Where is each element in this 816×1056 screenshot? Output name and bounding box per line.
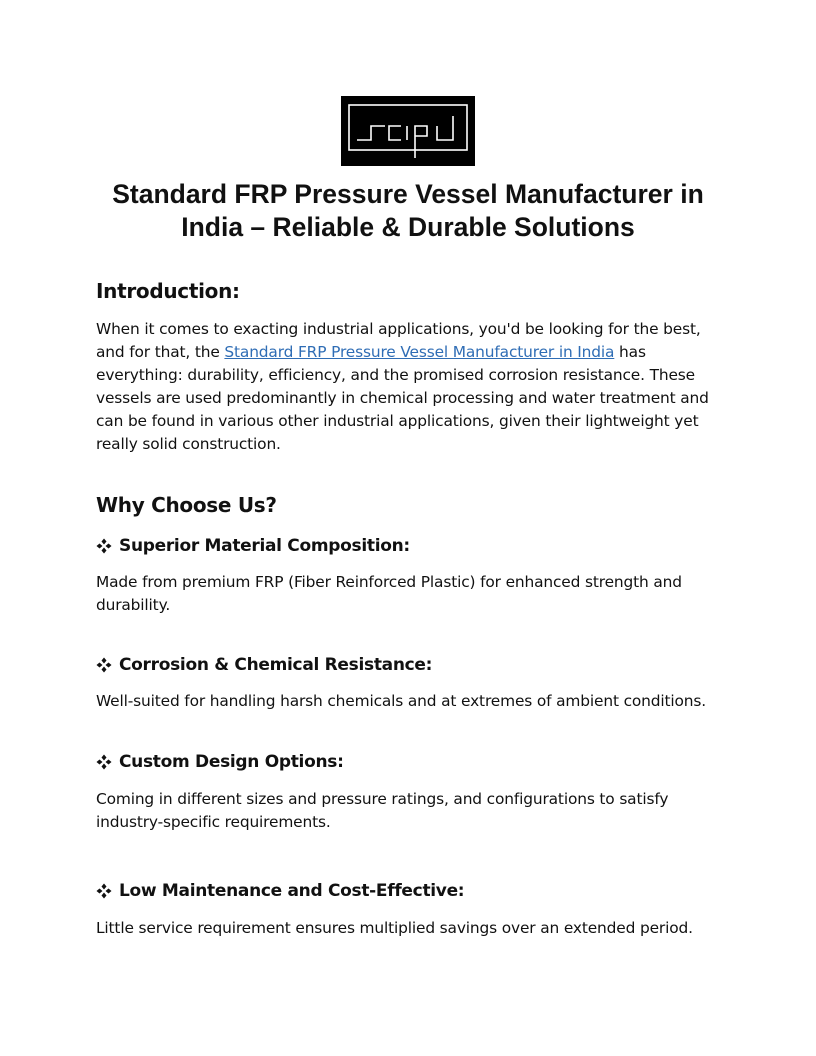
four-diamond-bullet-icon <box>96 754 112 770</box>
paragraph-line: Coming in different sizes and pressure ratings, and configurations to satisfy <box>96 790 669 808</box>
scipl-logo-icon <box>341 96 475 166</box>
paragraph-line: industry-specific requirements. <box>96 813 331 831</box>
feature-description <box>96 788 736 834</box>
paragraph-line: When it comes to exacting industrial applications, you'd be looking for the best, <box>96 320 701 338</box>
feature-heading <box>96 750 344 774</box>
four-diamond-bullet-icon <box>96 883 112 899</box>
feature-heading <box>96 653 432 677</box>
paragraph-line: Well-suited for handling harsh chemicals and at extremes of ambient conditions. <box>96 692 706 710</box>
feature-description <box>96 690 736 713</box>
feature-title: Superior Material Composition: <box>119 536 410 556</box>
introduction-paragraph <box>96 318 736 456</box>
feature-title: Low Maintenance and Cost-Effective: <box>119 881 465 901</box>
paragraph-line: Made from premium FRP (Fiber Reinforced Plastic) for enhanced strength and <box>96 573 682 591</box>
title-line: India – Reliable & Durable Solutions <box>181 212 635 242</box>
text-run: has <box>614 343 646 361</box>
feature-title: Corrosion & Chemical Resistance: <box>119 655 433 675</box>
company-logo <box>341 96 475 166</box>
feature-heading <box>96 534 410 558</box>
feature-description <box>96 571 736 617</box>
paragraph-line: can be found in various other industrial applications, given their lightweight yet <box>96 412 699 430</box>
paragraph-line: really solid construction. <box>96 435 281 453</box>
document-title <box>96 178 720 244</box>
feature-heading <box>96 879 464 903</box>
feature-description <box>96 917 736 940</box>
text-run: and for that, the <box>96 343 225 361</box>
manufacturer-link[interactable]: Standard FRP Pressure Vessel Manufacturer in India <box>224 343 615 361</box>
paragraph-line: vessels are used predominantly in chemical processing and water treatment and <box>96 389 709 407</box>
introduction-heading: Introduction: <box>96 279 240 303</box>
paragraph-line: Little service requirement ensures multiplied savings over an extended period. <box>96 919 693 937</box>
why-choose-us-heading: Why Choose Us? <box>96 493 277 517</box>
paragraph-line <box>96 341 736 364</box>
four-diamond-bullet-icon <box>96 538 112 554</box>
paragraph-line: everything: durability, efficiency, and the promised corrosion resistance. These <box>96 366 695 384</box>
title-line: Standard FRP Pressure Vessel Manufacturer in <box>112 179 704 209</box>
feature-title: Custom Design Options: <box>119 752 344 772</box>
paragraph-line: durability. <box>96 596 171 614</box>
four-diamond-bullet-icon <box>96 657 112 673</box>
